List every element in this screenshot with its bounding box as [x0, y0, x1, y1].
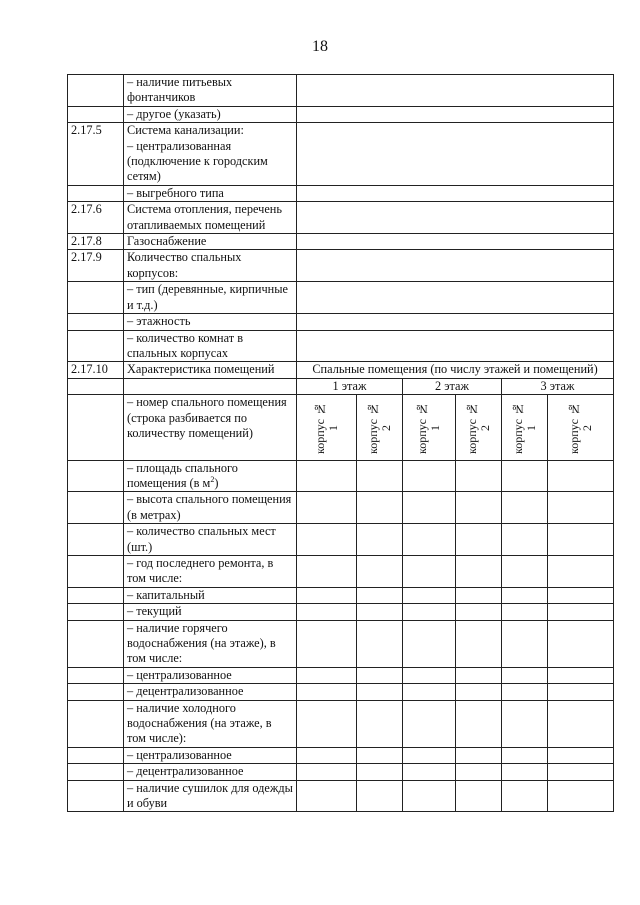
table-row	[68, 667, 614, 683]
table-row	[68, 460, 614, 492]
row-label: – высота спального помещения (в метрах)	[124, 492, 297, 524]
building-header: корпус № 2	[548, 395, 614, 460]
floor-header: 1 этаж	[297, 378, 403, 394]
row-label: – количество комнат в спальных корпусах	[124, 330, 297, 362]
table-row	[68, 700, 614, 747]
row-label: – наличие питьевых фонтанчиков	[124, 75, 297, 107]
table-row	[68, 362, 614, 378]
table-row	[68, 620, 614, 667]
table-row	[68, 747, 614, 763]
table-row	[68, 75, 614, 107]
floor-header: 2 этаж	[403, 378, 502, 394]
table-row	[68, 555, 614, 587]
table-row	[68, 202, 614, 234]
table-row	[68, 492, 614, 524]
sleeping-rooms-header: Спальные помещения (по числу этажей и помещений)	[297, 362, 614, 378]
table-row	[68, 524, 614, 556]
row-label: – децентрализованное	[124, 764, 297, 780]
table-row	[68, 780, 614, 812]
table-row	[68, 395, 614, 460]
floor-header: 3 этаж	[502, 378, 614, 394]
table-row	[68, 314, 614, 330]
section-sub: – централизованная (подключение к городским сетям)	[127, 138, 268, 184]
table-row	[68, 604, 614, 620]
page-number: 18	[312, 38, 328, 55]
row-label: – централизованное	[124, 667, 297, 683]
row-label: – другое (указать)	[124, 106, 297, 122]
table-row	[68, 123, 614, 186]
table-row	[68, 764, 614, 780]
building-header: корпус № 1	[502, 395, 548, 460]
row-label	[124, 123, 297, 186]
table-row	[68, 106, 614, 122]
row-label: – количество спальных мест (шт.)	[124, 524, 297, 556]
row-label: – децентрализованное	[124, 684, 297, 700]
row-label: – площадь спального помещения (в $м^2$)	[124, 460, 297, 492]
row-label: – текущий	[124, 604, 297, 620]
row-label: – номер спального помещения (строка разбивается по количеству помещений)	[124, 395, 297, 460]
building-header: корпус № 2	[357, 395, 403, 460]
building-header: корпус № 2	[456, 395, 502, 460]
building-header: корпус № 1	[403, 395, 456, 460]
row-label: Количество спальных корпусов:	[124, 250, 297, 282]
row-label: – капитальный	[124, 587, 297, 603]
row-number: 2.17.5	[68, 123, 124, 186]
row-label: – выгребного типа	[124, 185, 297, 201]
row-label: Система отопления, перечень отапливаемых помещений	[124, 202, 297, 234]
row-number: 2.17.8	[68, 234, 124, 250]
building-header: корпус № 1	[297, 395, 357, 460]
table-row	[68, 378, 614, 394]
table-row	[68, 282, 614, 314]
row-number: 2.17.6	[68, 202, 124, 234]
row-label: – наличие холодного водоснабжения (на этаже, в том числе):	[124, 700, 297, 747]
row-label: – год последнего ремонта, в том числе:	[124, 555, 297, 587]
table-row	[68, 587, 614, 603]
row-label: – централизованное	[124, 747, 297, 763]
row-label: – наличие горячего водоснабжения (на этаже), в том числе:	[124, 620, 297, 667]
row-number: 2.17.10	[68, 362, 124, 378]
row-number: 2.17.9	[68, 250, 124, 282]
row-label: – тип (деревянные, кирпичные и т.д.)	[124, 282, 297, 314]
table-row	[68, 185, 614, 201]
table-row	[68, 684, 614, 700]
table-row	[68, 330, 614, 362]
section-title: Система канализации:	[127, 123, 244, 138]
row-label: Характеристика помещений	[124, 362, 297, 378]
table-row	[68, 234, 614, 250]
form-table	[67, 74, 614, 812]
row-label: – наличие сушилок для одежды и обуви	[124, 780, 297, 812]
table-row	[68, 250, 614, 282]
row-label: Газоснабжение	[124, 234, 297, 250]
row-label: – этажность	[124, 314, 297, 330]
